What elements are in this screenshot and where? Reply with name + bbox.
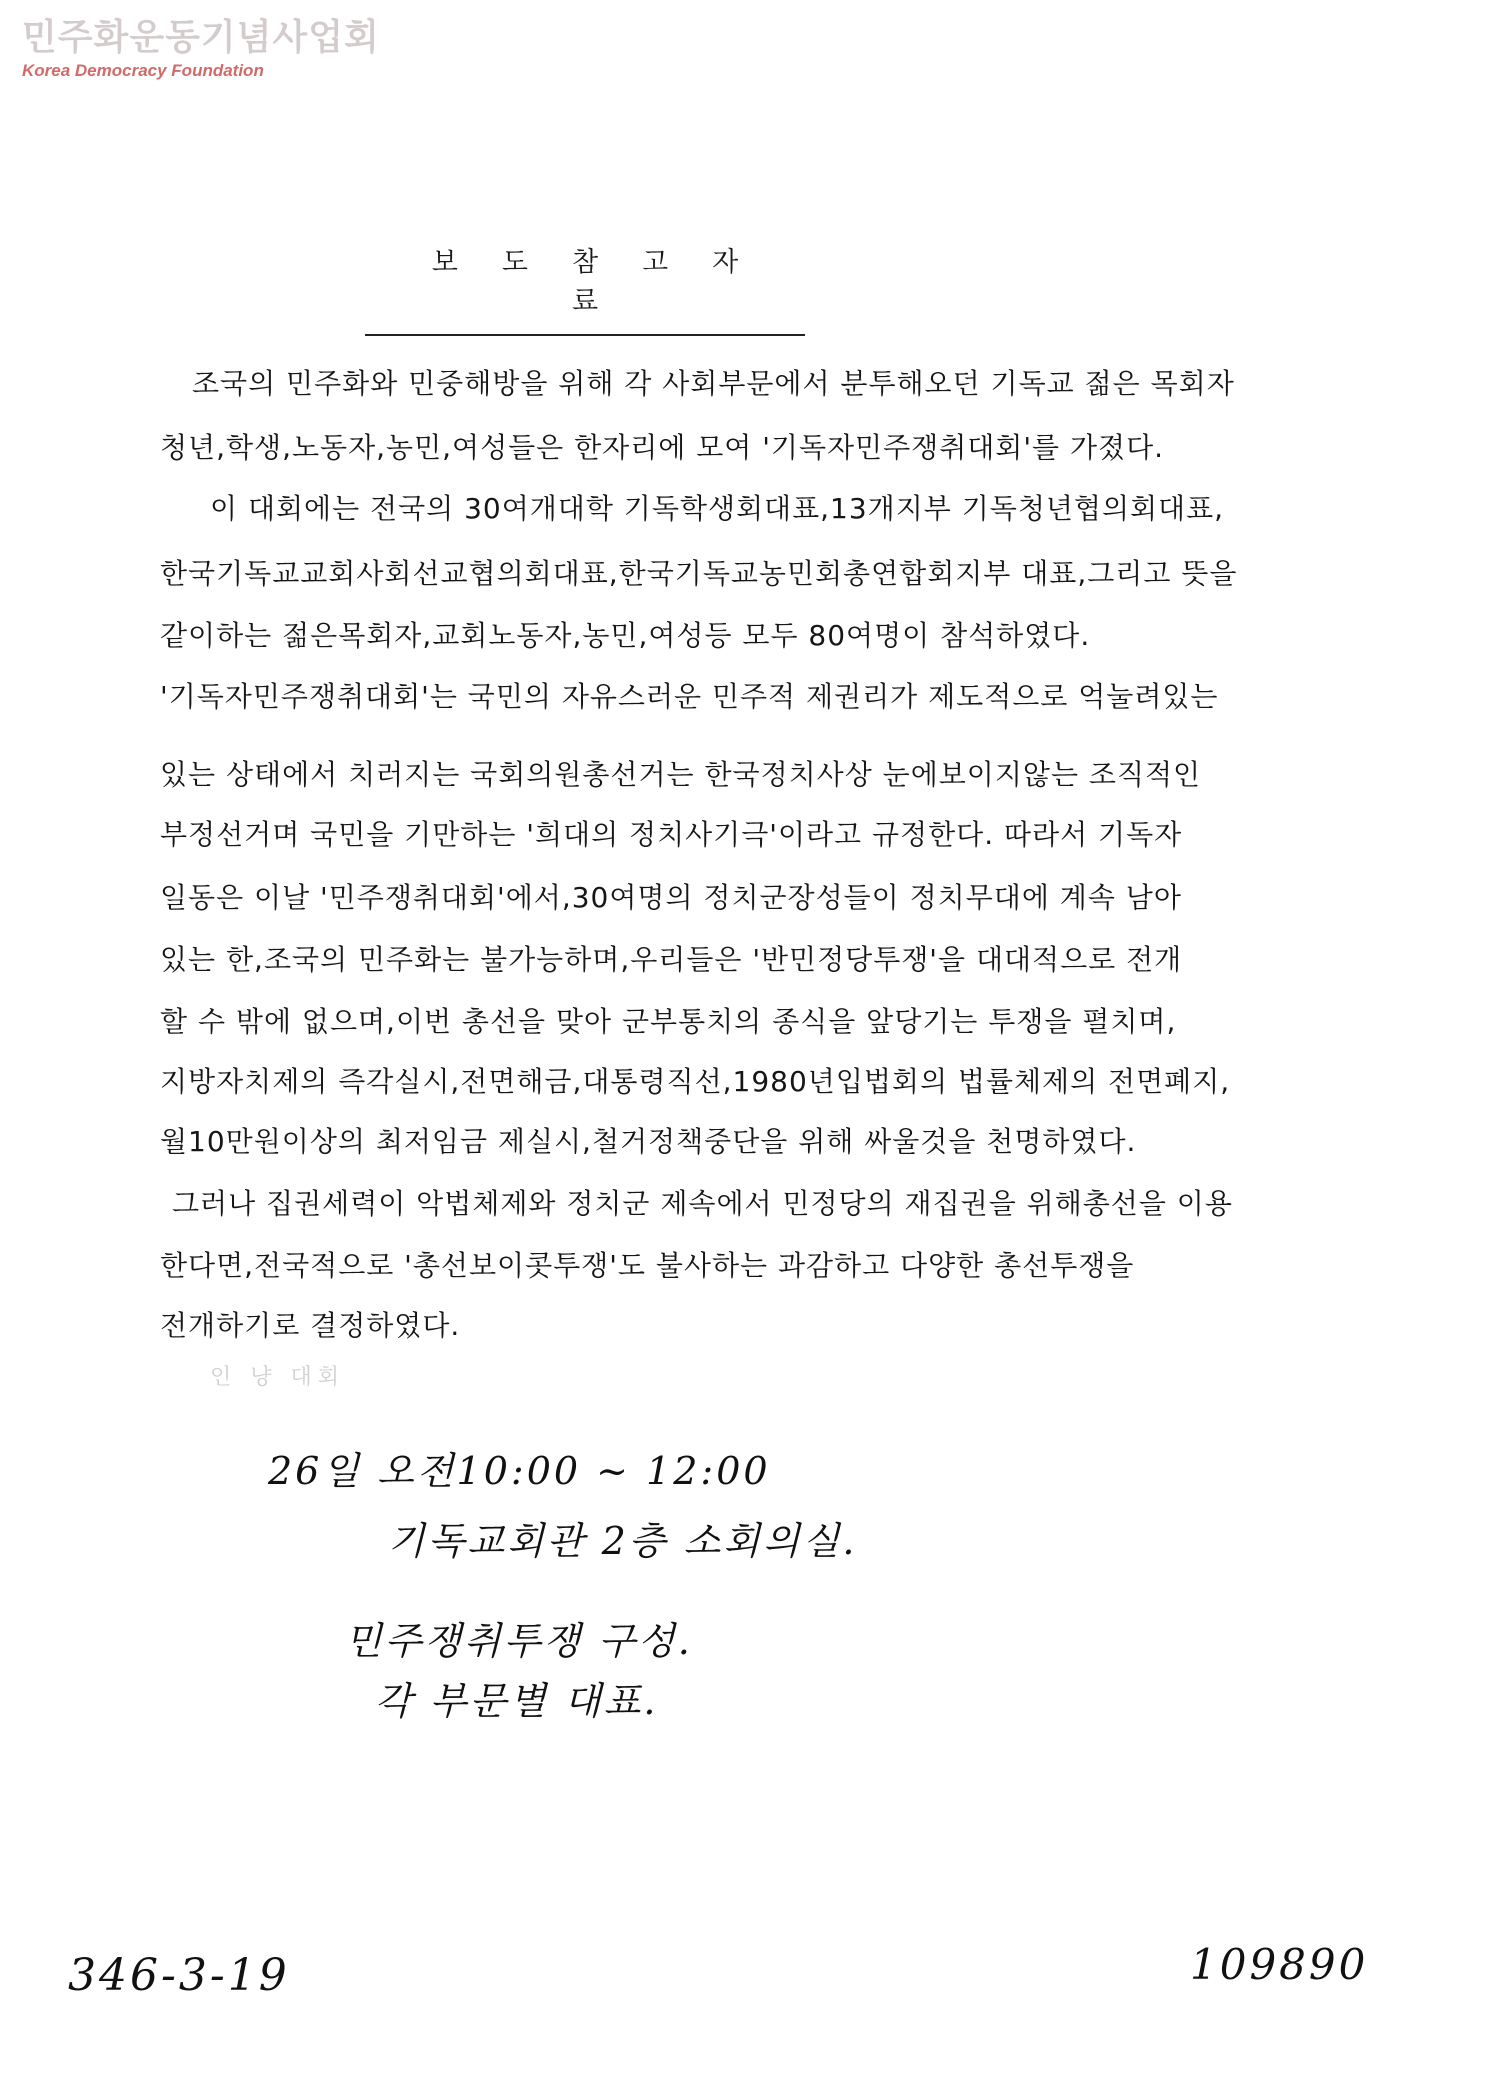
archive-code: 346-3-19: [68, 1950, 290, 2001]
handwritten-location: 기독교회관 2층 소회의실.: [388, 1519, 858, 1563]
body-line: '기독자민주쟁취대회'는 국민의 자유스러운 민주적 제권리가 제도적으로 억눌려있는: [160, 680, 1219, 713]
document-title: 보도참고자료: [365, 240, 805, 336]
handwritten-agenda-2: 각 부문별 대표.: [375, 1679, 659, 1723]
body-line: 있는 한,조국의 민주화는 불가능하며,우리들은 '반민정당투쟁'을 대대적으로 전개: [160, 943, 1183, 976]
body-line: 같이하는 젊은목회자,교회노동자,농민,여성등 모두 80여명이 참석하였다.: [160, 619, 1091, 652]
body-line: 한다면,전국적으로 '총선보이콧투쟁'도 불사하는 과감하고 다양한 총선투쟁을: [160, 1249, 1135, 1282]
body-line: 있는 상태에서 치러지는 국회의원총선거는 한국정치사상 눈에보이지않는 조직적인: [160, 758, 1202, 791]
body-line: 할 수 밖에 없으며,이번 총선을 맞아 군부통치의 종식을 앞당기는 투쟁을 펼치며,: [160, 1005, 1177, 1038]
watermark-korean: 민주화운동기념사업회: [22, 17, 380, 58]
body-line: 그러나 집권세력이 악법체제와 정치군 제속에서 민정당의 재집권을 위해총선을 이용: [172, 1187, 1233, 1220]
body-line: 한국기독교교회사회선교협의회대표,한국기독교농민회총연합회지부 대표,그리고 뜻을: [160, 557, 1238, 590]
document-serial-number: 109890: [1190, 1940, 1369, 1989]
body-line: 지방자치제의 즉각실시,전면해금,대통령직선,1980년입법회의 법률체제의 전면폐지,: [160, 1065, 1231, 1098]
body-line: 이 대회에는 전국의 30여개대학 기독학생회대표,13개지부 기독청년협의회대표,: [210, 492, 1225, 525]
body-line: 월10만원이상의 최저임금 제실시,철거정책중단을 위해 싸울것을 천명하였다.: [160, 1125, 1137, 1158]
body-line: 부정선거며 국민을 기만하는 '희대의 정치사기극'이라고 규정한다. 따라서 기독자: [160, 818, 1183, 851]
body-line: 일동은 이날 '민주쟁취대회'에서,30여명의 정치군장성들이 정치무대에 계속 남아: [160, 881, 1182, 914]
handwritten-agenda-1: 민주쟁취투쟁 구성.: [345, 1619, 693, 1663]
watermark-english: Korea Democracy Foundation: [22, 61, 264, 80]
faint-stamp-text: 인 냥 대회: [210, 1365, 345, 1390]
handwritten-time: 26일 오전10:00 ~ 12:00: [268, 1449, 771, 1493]
body-line: 전개하기로 결정하였다.: [160, 1309, 461, 1342]
body-line: 조국의 민주화와 민중해방을 위해 각 사회부문에서 분투해오던 기독교 젊은 목회자: [192, 367, 1235, 400]
watermark-logo: [22, 18, 380, 82]
body-line: 청년,학생,노동자,농민,여성들은 한자리에 모여 '기독자민주쟁취대회'를 가졌다.: [160, 431, 1165, 464]
